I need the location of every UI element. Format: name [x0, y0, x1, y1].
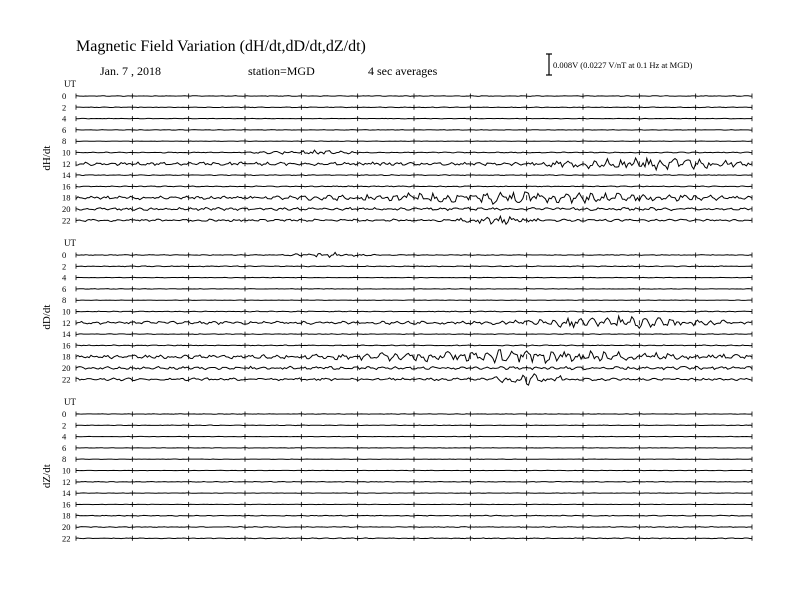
trace-line — [76, 216, 752, 224]
row-hour-label: 12 — [62, 317, 71, 328]
trace-line — [76, 311, 752, 312]
chart-title: Magnetic Field Variation (dH/dt,dD/dt,dZ/dt) — [76, 38, 366, 55]
row-hour-label: 8 — [62, 454, 67, 465]
row-hour-label: 20 — [62, 363, 71, 373]
trace-line — [76, 158, 752, 170]
row-hour-label: 16 — [62, 181, 71, 192]
trace-line — [76, 277, 752, 278]
row-hour-label: 18 — [62, 351, 71, 362]
row-hour-label: 14 — [62, 329, 71, 340]
row-hour-label: 4 — [62, 431, 67, 442]
trace-line — [76, 96, 752, 97]
row-hour-label: 22 — [62, 374, 71, 385]
trace-line — [76, 192, 752, 204]
row-hour-label: 10 — [62, 306, 71, 317]
row-hour-label: 20 — [62, 204, 71, 214]
trace-line — [76, 414, 752, 415]
row-hour-label: 0 — [62, 409, 67, 419]
ut-label: UT — [64, 79, 76, 89]
trace-line — [76, 107, 752, 108]
row-hour-label: 16 — [62, 340, 71, 351]
row-hour-label: 18 — [62, 510, 71, 521]
row-hour-label: 6 — [62, 442, 67, 453]
trace-line — [76, 175, 752, 176]
trace-line — [76, 289, 752, 290]
row-hour-label: 18 — [62, 192, 71, 203]
trace-line — [76, 425, 752, 426]
row-hour-label: 14 — [62, 488, 71, 499]
panel-ylabel: dZ/dt — [41, 464, 53, 489]
row-hour-label: 2 — [62, 261, 67, 272]
row-hour-label: 8 — [62, 136, 67, 147]
row-hour-label: 22 — [62, 215, 71, 226]
date-label: Jan. 7 , 2018 — [100, 64, 161, 78]
trace-line — [76, 515, 752, 516]
row-hour-label: 4 — [62, 113, 67, 124]
trace-line — [76, 130, 752, 131]
row-hour-label: 0 — [62, 250, 67, 260]
row-hour-label: 16 — [62, 499, 71, 510]
trace-line — [76, 527, 752, 528]
row-hour-label: 4 — [62, 272, 67, 283]
panel-ylabel: dH/dt — [41, 145, 53, 171]
trace-line — [76, 345, 752, 346]
row-hour-label: 10 — [62, 465, 71, 476]
ut-label: UT — [64, 397, 76, 407]
ut-label: UT — [64, 238, 76, 248]
row-hour-label: 8 — [62, 295, 67, 306]
row-hour-label: 2 — [62, 102, 67, 113]
scale-note: 0.008V (0.0227 V/nT at 0.1 Hz at MGD) — [553, 60, 693, 70]
row-hour-label: 6 — [62, 124, 67, 135]
row-hour-label: 12 — [62, 476, 71, 487]
trace-line — [76, 118, 752, 119]
trace-line — [76, 334, 752, 335]
row-hour-label: 10 — [62, 147, 71, 158]
row-hour-label: 6 — [62, 283, 67, 294]
trace-line — [76, 481, 752, 482]
station-label: station=MGD — [248, 64, 315, 78]
row-hour-label: 2 — [62, 420, 67, 431]
trace-line — [76, 374, 752, 385]
row-hour-label: 22 — [62, 533, 71, 544]
trace-line — [76, 538, 752, 539]
panel-ylabel: dD/dt — [41, 304, 53, 330]
averaging-label: 4 sec averages — [368, 64, 438, 78]
row-hour-label: 0 — [62, 91, 67, 101]
row-hour-label: 20 — [62, 522, 71, 532]
row-hour-label: 12 — [62, 158, 71, 169]
row-hour-label: 14 — [62, 170, 71, 181]
